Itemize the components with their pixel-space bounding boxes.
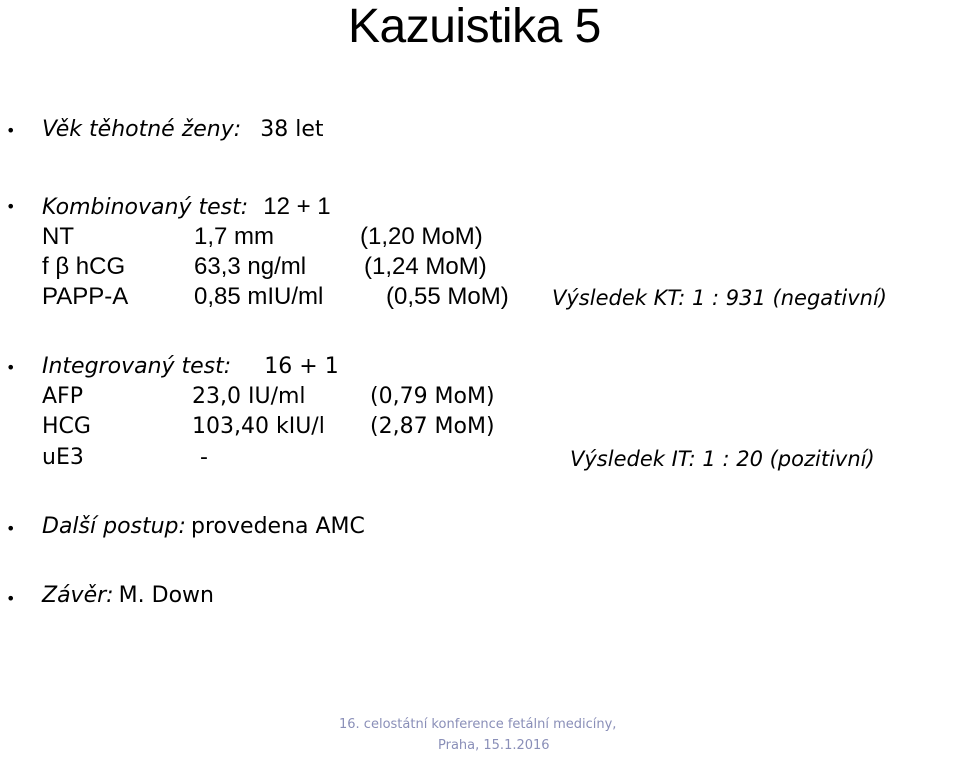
slide-title: Kazuistika 5 (348, 0, 601, 53)
row-mom: (0,55 MoM) (386, 283, 509, 310)
conclusion-value: M. Down (118, 583, 214, 608)
combined-test-label: Kombinovaný test: (42, 195, 249, 220)
integrated-test-heading (42, 352, 339, 382)
next-step-label: Další postup: (42, 514, 186, 539)
bullet-icon: • (6, 589, 16, 608)
row-mom: (0,79 MoM) (370, 384, 495, 409)
next-step-value: provedena AMC (191, 514, 365, 539)
age-label: Věk těhotné ženy: (42, 117, 242, 142)
integrated-test-label: Integrovaný test: (42, 354, 232, 379)
footer-date: Praha, 15.1.2016 (438, 738, 550, 753)
conclusion-label: Závěr: (42, 583, 114, 608)
row-name: AFP (42, 384, 83, 409)
footer-conference: 16. celostátní konference fetální medicíny, (339, 717, 617, 732)
combined-test-value: 12 + 1 (263, 193, 331, 220)
row-name: PAPP-A (42, 283, 129, 310)
integrated-test-result: Výsledek IT: 1 : 20 (pozitivní) (570, 447, 875, 471)
row-name: uE3 (42, 445, 84, 470)
row-value: 103,40 kIU/l (192, 414, 325, 439)
row-name: f β hCG (42, 253, 126, 280)
section-next-step (42, 512, 365, 542)
bullet-icon: • (6, 197, 16, 216)
bullet-icon: • (6, 519, 16, 538)
bullet-icon: • (6, 121, 16, 140)
row-value: - (200, 445, 208, 470)
row-name: NT (42, 223, 74, 250)
section-conclusion (42, 581, 214, 611)
combined-test-heading (42, 192, 331, 223)
row-value: 63,3 ng/ml (194, 253, 307, 280)
bullet-icon: • (6, 358, 16, 377)
row-value: 23,0 IU/ml (192, 384, 306, 409)
section-age (42, 115, 324, 145)
combined-test-result: Výsledek KT: 1 : 931 (negativní) (552, 286, 887, 310)
row-value: 0,85 mIU/ml (194, 283, 324, 310)
row-mom: (2,87 MoM) (370, 414, 495, 439)
age-value: 38 let (260, 117, 324, 142)
row-mom: (1,24 MoM) (364, 253, 487, 280)
row-name: HCG (42, 414, 91, 439)
row-value: 1,7 mm (194, 223, 275, 250)
row-mom: (1,20 MoM) (360, 223, 483, 250)
integrated-test-value: 16 + 1 (264, 354, 339, 379)
